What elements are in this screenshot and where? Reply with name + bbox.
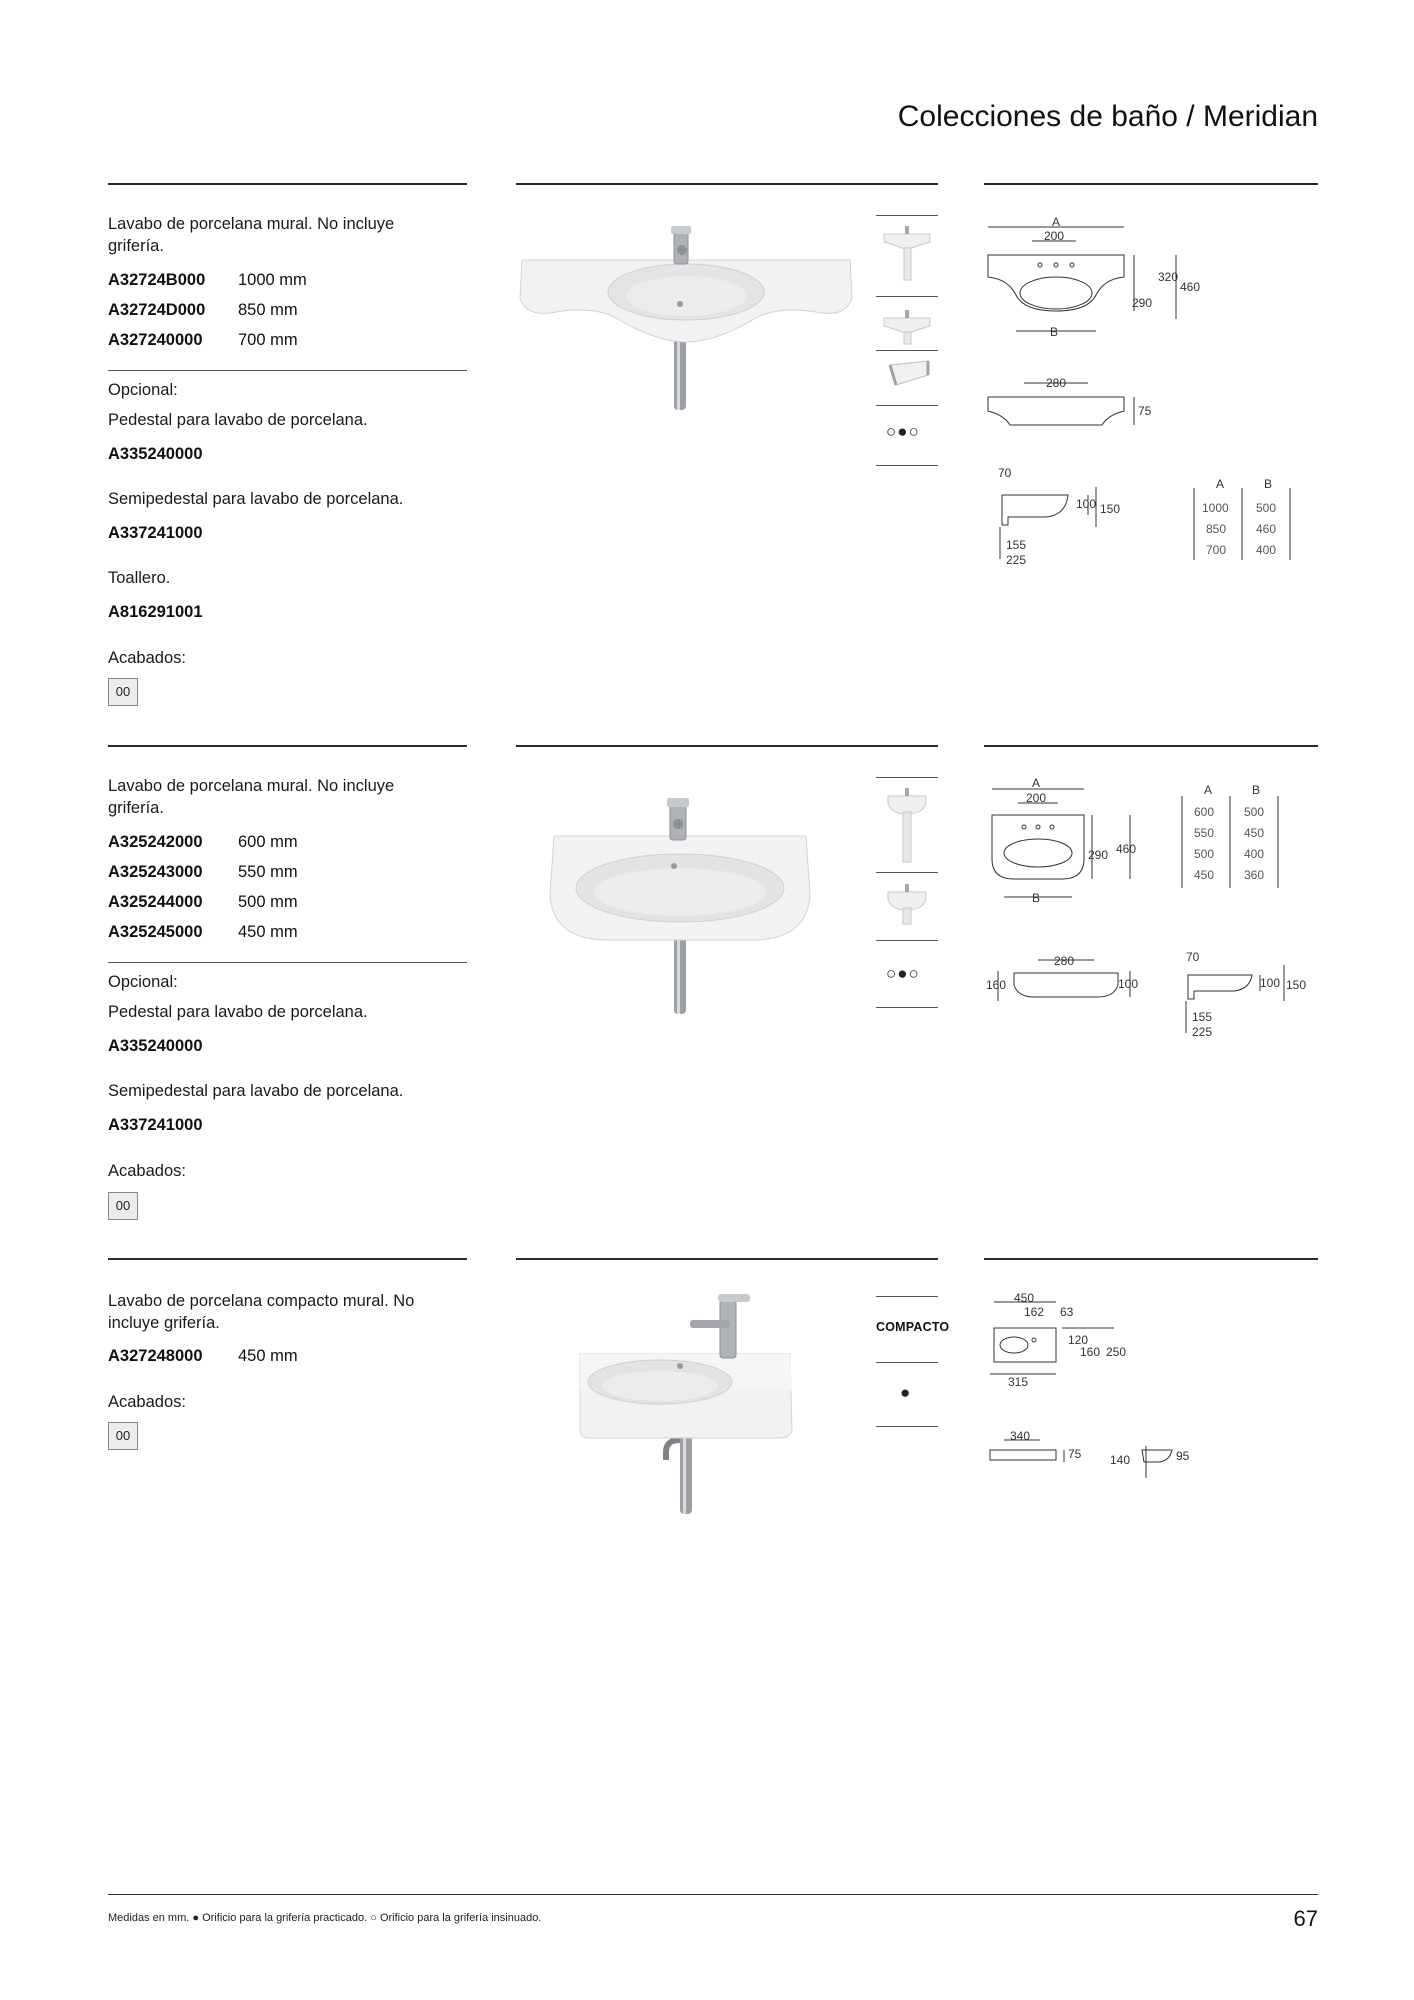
dim-label: 160 [1080,1345,1101,1359]
option-code: A335240000 [108,1037,203,1055]
dim-label: 290 [1132,296,1153,310]
section-rule [516,1258,938,1260]
reference-list [108,1341,298,1371]
dim-label: A [1032,776,1041,790]
dim-label: B [1032,891,1041,905]
footer-rule [108,1894,1318,1895]
section-rule [984,183,1318,185]
dim-label: 95 [1176,1449,1190,1463]
table-cell: 360 [1244,868,1265,882]
basin-photo [540,790,820,1020]
dim-label: 70 [998,466,1012,480]
dim-label: 162 [1024,1305,1045,1319]
dim-label: 225 [1006,553,1027,567]
section-rule [984,1258,1318,1260]
finishes-label: Acabados: [108,649,186,667]
table-cell: 700 [1206,543,1227,557]
option-text: Pedestal para lavabo de porcelana. [108,1003,368,1021]
dim-label: 155 [1006,538,1027,552]
finish-swatch[interactable]: 00 [108,1422,138,1450]
section-rule [984,745,1318,747]
dim-label: 460 [1180,280,1201,294]
table-cell: 460 [1256,522,1277,536]
finish-swatch[interactable]: 00 [108,1192,138,1220]
dim-label: 340 [1010,1429,1031,1443]
dim-label: 70 [1186,950,1200,964]
option-code: A337241000 [108,524,203,542]
product-description: Lavabo de porcelana mural. No incluye grifería. [108,215,395,255]
table-cell: 500 [1194,847,1215,861]
dim-label: 200 [1026,791,1047,805]
filled-dot-icon: ● [192,1912,200,1924]
thumb-divider [876,1362,938,1363]
thumb-divider [876,296,938,297]
reference-row: A327240000 700 mm [108,331,298,349]
compacto-badge: COMPACTO [876,1320,950,1334]
dim-label: 155 [1192,1010,1213,1024]
thumb-divider [876,777,938,778]
table-cell: 500 [1256,501,1277,515]
dim-label: 320 [1158,270,1179,284]
finishes-label: Acabados: [108,1162,186,1180]
table-cell: 400 [1256,543,1277,557]
thumb-divider [876,940,938,941]
thumb-divider [876,215,938,216]
dim-label: 460 [1116,842,1137,856]
semipedestal-thumbnail[interactable] [876,876,938,934]
table-header: A [1204,783,1213,797]
dim-label: B [1050,325,1059,339]
option-text: Semipedestal para lavabo de porcelana. [108,1082,404,1100]
basin-photo [570,1290,810,1520]
divider [108,370,467,371]
section-rule [108,183,467,185]
option-code: A335240000 [108,445,203,463]
towel-rail-thumbnail[interactable] [876,355,938,395]
reference-list [108,265,307,355]
tap-hole-indicator: ● [900,1383,912,1402]
table-cell: 1000 [1202,501,1229,515]
dim-label: 150 [1286,978,1307,992]
basin-outline [994,1328,1056,1362]
option-code: A816291001 [108,603,203,621]
option-code: A337241000 [108,1116,203,1134]
reference-row: A325244000 500 mm [108,893,298,911]
table-cell: 450 [1194,868,1215,882]
dim-label: 75 [1068,1447,1082,1461]
table-cell: 450 [1244,826,1265,840]
thumb-divider [876,1426,938,1427]
dimension-table [1186,476,1302,562]
section-rule [108,1258,467,1260]
table-header: B [1264,477,1273,491]
tap-hole-indicator: ○●○ [886,964,920,983]
optional-label: Opcional: [108,973,178,991]
section-rule [108,745,467,747]
optional-label: Opcional: [108,381,178,399]
reference-list [108,827,298,947]
dim-label: 225 [1192,1025,1213,1039]
reference-row: A325242000 600 mm [108,833,298,851]
finishes-label: Acabados: [108,1393,186,1411]
page-title: Colecciones de baño / Meridian [897,100,1318,133]
option-text: Pedestal para lavabo de porcelana. [108,411,368,429]
dim-label: 100 [1118,977,1139,991]
table-cell: 850 [1206,522,1227,536]
product-description: Lavabo de porcelana mural. No incluye grifería. [108,777,395,817]
dim-label: 280 [1054,954,1075,968]
dim-label: 315 [1008,1375,1029,1389]
pedestal-thumbnail[interactable] [876,782,938,868]
dimension-table [1174,782,1290,890]
dim-label: 200 [1044,229,1065,243]
reference-row: A32724B000 1000 mm [108,271,307,289]
thumb-divider [876,872,938,873]
table-cell: 400 [1244,847,1265,861]
tap-hole-indicator: ○●○ [886,422,920,441]
dim-label: 150 [1100,502,1121,516]
table-cell: 600 [1194,805,1215,819]
table-header: A [1216,477,1225,491]
table-cell: 500 [1244,805,1265,819]
table-header: B [1252,783,1261,797]
thumb-divider [876,405,938,406]
page-number: 67 [1293,1906,1318,1931]
pedestal-thumbnail[interactable] [876,220,938,290]
table-cell: 550 [1194,826,1215,840]
technical-drawing [984,1290,1318,1490]
dim-label: 140 [1110,1453,1131,1467]
reference-row: A325245000 450 mm [108,923,298,941]
reference-row: A327248000 450 mm [108,1347,298,1365]
dim-label: 290 [1088,848,1109,862]
product-description: Lavabo de porcelana compacto mural. No incluye grifería. [108,1292,415,1332]
section-rule [516,183,938,185]
dim-label: 120 [1068,1333,1089,1347]
semipedestal-thumbnail[interactable] [876,300,938,348]
dim-label: A [1052,215,1061,229]
dim-label: 450 [1014,1291,1035,1305]
dim-label: 250 [1106,1345,1127,1359]
hollow-dot-icon: ○ [370,1912,377,1924]
dim-label: 100 [1260,976,1281,990]
option-text: Toallero. [108,569,171,587]
reference-row: A325243000 550 mm [108,863,298,881]
dim-label: 160 [986,978,1007,992]
dim-label: 280 [1046,376,1067,390]
thumb-divider [876,1296,938,1297]
thumb-divider [876,1007,938,1008]
footer-legend: Medidas en mm. ● Orificio para la grifería practicado. ○ Orificio para la grifería insinuado. [108,1912,542,1924]
section-rule [516,745,938,747]
option-text: Semipedestal para lavabo de porcelana. [108,490,404,508]
thumb-divider [876,465,938,466]
reference-row: A32724D000 850 mm [108,301,298,319]
dim-label: 63 [1060,1305,1074,1319]
basin-photo [516,220,856,420]
thumb-divider [876,350,938,351]
finish-swatch[interactable]: 00 [108,678,138,706]
divider [108,962,467,963]
dim-label: 75 [1138,404,1152,418]
dim-label: 100 [1076,497,1097,511]
faucet [720,1300,736,1358]
